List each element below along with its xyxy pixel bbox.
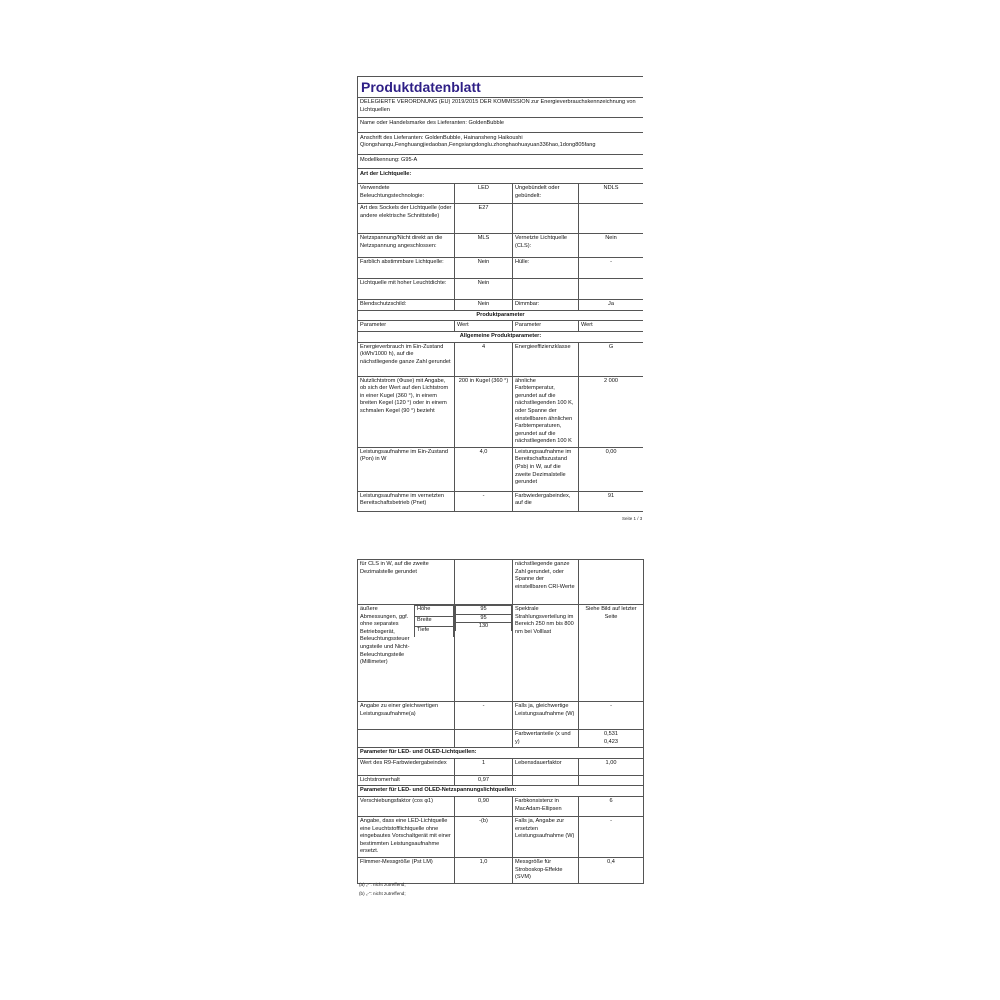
led-param-value: 1 — [455, 758, 513, 775]
col-header-value-2: Wert — [579, 321, 644, 332]
mains-param-label-2: Farbkonsistenz in MacAdam-Ellipsen — [513, 796, 579, 816]
spectral-value: Siehe Bild auf letzter Seite — [579, 605, 644, 702]
mains-param-row — [358, 796, 644, 816]
light-type-label-2: Vernetzte Lichtquelle (CLS): — [513, 234, 579, 258]
led-param-label: Lichtstromerhalt — [358, 775, 455, 786]
light-type-value-2: Ja — [579, 300, 644, 311]
mains-param-label-2: Messgröße für Stroboskop-Effekte (SVM) — [513, 857, 579, 883]
light-type-label-2: Dimmbar: — [513, 300, 579, 311]
chromaticity-value: 0,531 0,423 — [579, 730, 644, 748]
led-param-label: Wert des R9-Farbwiedergabeindex — [358, 758, 455, 775]
general-param-row — [358, 491, 644, 511]
cont-left: für CLS in W, auf die zweite Dezimalstelle gerundet — [358, 560, 455, 605]
light-type-row — [358, 204, 644, 234]
equiv-power-value-2: - — [579, 702, 644, 730]
chromaticity-label: Farbwertanteile (x und y) — [513, 730, 579, 748]
light-type-label-2 — [513, 279, 579, 300]
light-type-label-2: Ungebündelt oder gebündelt: — [513, 184, 579, 204]
col-header-param-2: Parameter — [513, 321, 579, 332]
general-param-value: - — [455, 491, 513, 511]
general-param-label-2: Farbwiedergabeindex, auf die — [513, 491, 579, 511]
params-section-heading: Produktparameter — [358, 310, 644, 321]
dim-width-label: Breite — [415, 616, 454, 627]
general-param-label: Nutzlichtstrom (Φuse) mit Angabe, ob sich der Wert auf den Lichtstrom in einer Kugel (360 °), in einem breiten Kegel (120 °) oder in einem schmalen Kegel (90 °) bezieht — [358, 376, 455, 447]
led-param-row — [358, 758, 644, 775]
dim-height-label: Höhe — [415, 606, 454, 617]
led-param-value-2 — [579, 775, 644, 786]
equiv-power-label-2: Falls ja, gleichwertige Leistungsaufnahme (W) — [513, 702, 579, 730]
supplier-name: Name oder Handelsmarke des Lieferanten: GoldenBubble — [358, 118, 644, 133]
equiv-power-value: - — [455, 702, 513, 730]
model-id: Modellkennung: G95-A — [358, 154, 644, 168]
general-param-label-2: Leistungsaufnahme im Bereitschaftszustand (Psb) in W, auf die zweite Dezimalstelle gerundet — [513, 447, 579, 491]
datasheet-page-1 — [357, 76, 643, 514]
datasheet-table-1 — [357, 76, 643, 512]
page-title: Produktdatenblatt — [358, 77, 644, 98]
dim-height-value: 95 — [456, 606, 512, 615]
dimensions-label: äußere Abmessungen, ggf. ohne separates Betriebsgerät, Beleuchtungssteuerungsteile und Nicht-Beleuchtungsteile (Millimeter) — [360, 606, 410, 666]
light-type-label: Lichtquelle mit hoher Leuchtdichte: — [358, 279, 455, 300]
general-param-row — [358, 447, 644, 491]
mains-param-label: Angabe, dass eine LED-Lichtquelle eine Leuchtstofflichtquelle ohne eingebautes Vorschaltgerät mit einer bestimmten Leistungsaufnahme ersetzt. — [358, 816, 455, 857]
mains-param-label: Flimmer-Messgröße (Pst LM) — [358, 857, 455, 883]
footnote-b: (b) „-“: nicht zutreffend; — [359, 891, 406, 896]
light-type-label: Farblich abstimmbare Lichtquelle: — [358, 258, 455, 279]
general-param-label-2: ähnliche Farbtemperatur, gerundet auf die nächstliegenden 100 K, oder Spanne der einstellbaren ähnlichen Farbtemperaturen, gerundet auf die nächstliegenden 100 K — [513, 376, 579, 447]
general-param-label-2: Energieeffizienzklasse — [513, 342, 579, 376]
dimensions-cell — [358, 605, 455, 702]
general-param-label: Leistungsaufnahme im vernetzten Bereitschaftsbetrieb (Pnet) — [358, 491, 455, 511]
light-type-value-2: NDLS — [579, 184, 644, 204]
general-param-value: 4 — [455, 342, 513, 376]
light-type-value: Nein — [455, 300, 513, 311]
led-param-value: 0,97 — [455, 775, 513, 786]
general-param-value: 200 in Kugel (360 °) — [455, 376, 513, 447]
col-header-param: Parameter — [358, 321, 455, 332]
dim-depth-label: Tiefe — [415, 627, 454, 637]
general-param-label: Leistungsaufnahme im Ein-Zustand (Pon) in W — [358, 447, 455, 491]
mains-param-label: Verschiebungsfaktor (cos φ1) — [358, 796, 455, 816]
mains-param-value-2: 0,4 — [579, 857, 644, 883]
mains-param-row — [358, 857, 644, 883]
light-type-value: MLS — [455, 234, 513, 258]
light-type-row — [358, 258, 644, 279]
led-param-label-2 — [513, 775, 579, 786]
footnote-a: (a) „-“: nicht zutreffend; — [359, 882, 406, 887]
cont-right: nächstliegende ganze Zahl gerundet, oder Spanne der einstellbaren CRI-Werte — [513, 560, 579, 605]
light-type-label: Art des Sockels der Lichtquelle (oder andere elektrische Schnittstelle) — [358, 204, 455, 234]
equiv-power-label: Angabe zu einer gleichwertigen Leistungsaufnahme(a) — [358, 702, 455, 730]
mains-param-value: -(b) — [455, 816, 513, 857]
mains-param-value: 0,90 — [455, 796, 513, 816]
dimensions-values — [455, 605, 513, 702]
general-param-value-2: 2 000 — [579, 376, 644, 447]
light-type-value: LED — [455, 184, 513, 204]
light-type-label: Verwendete Beleuchtungstechnologie: — [358, 184, 455, 204]
light-type-value-2: Nein — [579, 234, 644, 258]
general-param-row — [358, 376, 644, 447]
light-type-value: E27 — [455, 204, 513, 234]
light-type-row — [358, 279, 644, 300]
light-type-label: Blendschutzschild: — [358, 300, 455, 311]
general-param-row — [358, 342, 644, 376]
col-header-value: Wert — [455, 321, 513, 332]
page-number: Seite 1 / 3 — [622, 516, 643, 521]
light-type-value-2 — [579, 204, 644, 234]
dimensions-keys — [414, 605, 454, 637]
light-type-value: Nein — [455, 258, 513, 279]
general-param-label: Energieverbrauch im Ein-Zustand (kWh/1000 h), auf die nächstliegende ganze Zahl gerundet — [358, 342, 455, 376]
light-type-value-2 — [579, 279, 644, 300]
led-param-label-2: Lebensdauerfaktor — [513, 758, 579, 775]
light-type-label-2: Hülle: — [513, 258, 579, 279]
general-param-value-2: 91 — [579, 491, 644, 511]
general-params-heading: Allgemeine Produktparameter: — [358, 331, 644, 342]
mains-params-heading: Parameter für LED- und OLED-Netzspannungslichtquellen: — [358, 786, 644, 797]
general-param-value-2: 0,00 — [579, 447, 644, 491]
mains-param-value: 1,0 — [455, 857, 513, 883]
general-param-value: 4,0 — [455, 447, 513, 491]
datasheet-table-2 — [357, 559, 644, 884]
light-type-label-2 — [513, 204, 579, 234]
general-param-value-2: G — [579, 342, 644, 376]
light-type-row — [358, 300, 644, 311]
led-param-value-2: 1,00 — [579, 758, 644, 775]
mains-param-row — [358, 816, 644, 857]
led-param-row — [358, 775, 644, 786]
light-type-label: Netzspannung/Nicht direkt an die Netzspannung angeschlossen: — [358, 234, 455, 258]
light-type-row — [358, 234, 644, 258]
mains-param-value-2: - — [579, 816, 644, 857]
supplier-address: Anschrift des Lieferanten: GoldenBubble, Hainansheng Haikoushi Qiongshanqu,Fenghuangjiedaoban,Fengxiangdonglu.zhonghaohuayuan336hao,1dong805fang — [358, 132, 644, 154]
light-type-value: Nein — [455, 279, 513, 300]
source-type-heading: Art der Lichtquelle: — [358, 168, 644, 184]
light-type-row — [358, 184, 644, 204]
led-params-heading: Parameter für LED- und OLED-Lichtquellen: — [358, 748, 644, 759]
datasheet-page-2 — [357, 559, 643, 884]
regulation-subtitle: DELEGIERTE VERORDNUNG (EU) 2019/2015 DER KOMMISSION zur Energieverbrauchskennzeichnung von Lichtquellen — [358, 98, 644, 118]
dim-depth-value: 130 — [456, 623, 512, 631]
light-type-value-2: - — [579, 258, 644, 279]
spectral-label: Spektrale Strahlungsverteilung im Bereich 250 nm bis 800 nm bei Volllast — [513, 605, 579, 702]
dim-width-value: 95 — [456, 614, 512, 623]
mains-param-value-2: 6 — [579, 796, 644, 816]
mains-param-label-2: Falls ja, Angabe zur ersetzten Leistungsaufnahme (W) — [513, 816, 579, 857]
